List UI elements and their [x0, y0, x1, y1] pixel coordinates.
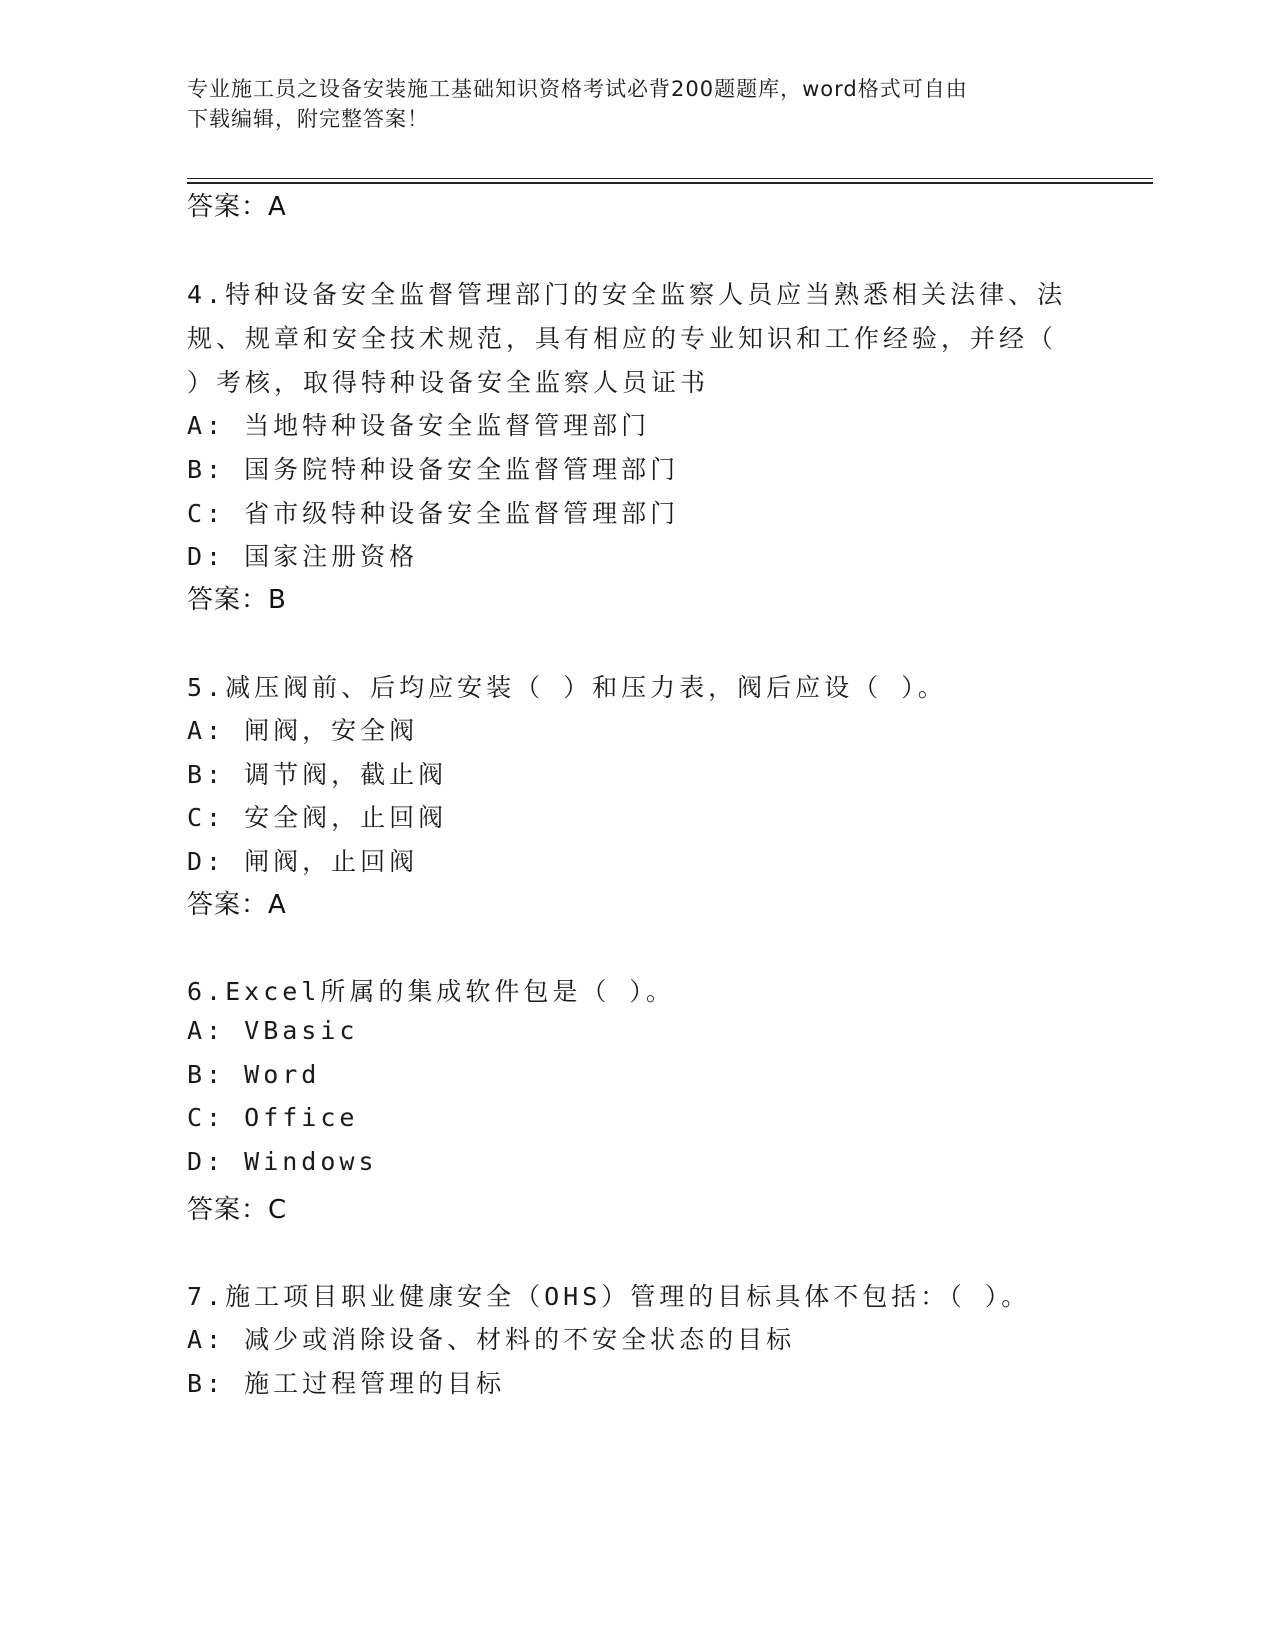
question-stem-line: 7.施工项目职业健康安全（OHS）管理的目标具体不包括：（ ）。 — [187, 1282, 1031, 1311]
option-d: D: 闸阀，止回阀 — [187, 847, 419, 876]
header-line-1: 专业施工员之设备安装施工基础知识资格考试必背200题题库，word格式可自由 — [187, 77, 968, 101]
answer-label: 答案：C — [187, 1195, 288, 1225]
answer-label: 答案：A — [187, 192, 287, 222]
option-c: C: 安全阀，止回阀 — [187, 803, 448, 832]
header-line-2: 下载编辑，附完整答案！ — [187, 107, 429, 131]
answer-label: 答案：A — [187, 890, 287, 920]
question-stem-line: 规、规章和安全技术规范，具有相应的专业知识和工作经验，并经（ — [187, 324, 1058, 353]
question-stem-line: ）考核，取得特种设备安全监察人员证书 — [187, 368, 710, 397]
option-b: B: 调节阀，截止阀 — [187, 760, 448, 789]
option-c: C: Office — [187, 1103, 359, 1132]
question-stem-line: 5.减压阀前、后均应安装（ ）和压力表，阀后应设（ ）。 — [187, 673, 947, 702]
answer-label: 答案：B — [187, 585, 287, 615]
option-c: C: 省市级特种设备安全监督管理部门 — [187, 499, 680, 528]
question-stem-line: 4.特种设备安全监督管理部门的安全监察人员应当熟悉相关法律、法 — [187, 280, 1067, 309]
document-header — [187, 74, 1087, 134]
option-a: A: 当地特种设备安全监督管理部门 — [187, 411, 651, 440]
header-divider-thin — [187, 178, 1153, 179]
option-a: A: VBasic — [187, 1016, 359, 1045]
question-stem-line: 6.Excel所属的集成软件包是（ ）。 — [187, 977, 675, 1006]
option-a: A: 闸阀，安全阀 — [187, 716, 419, 745]
option-a: A: 减少或消除设备、材料的不安全状态的目标 — [187, 1325, 796, 1354]
option-d: D: Windows — [187, 1147, 378, 1176]
option-b: B: 施工过程管理的目标 — [187, 1369, 506, 1398]
header-divider-thick — [187, 182, 1153, 184]
option-b: B: Word — [187, 1060, 321, 1089]
option-b: B: 国务院特种设备安全监督管理部门 — [187, 455, 680, 484]
option-d: D: 国家注册资格 — [187, 542, 419, 571]
